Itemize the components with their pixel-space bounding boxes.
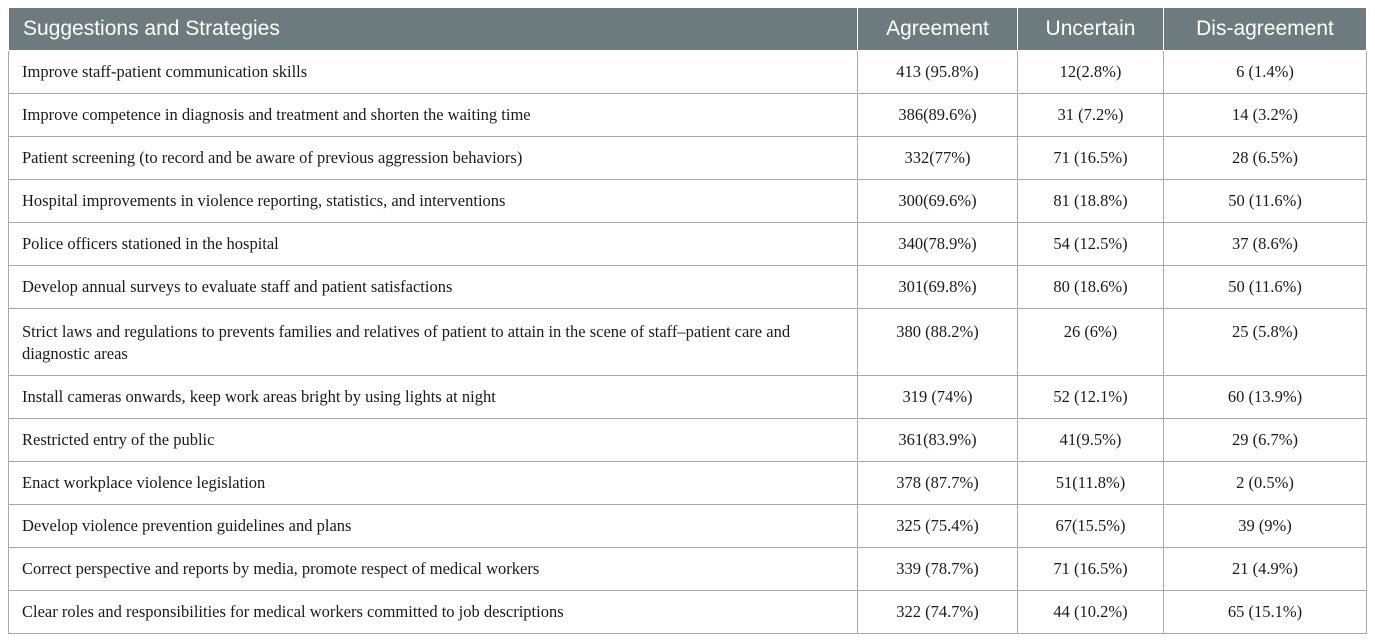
cell-agreement: 332(77%) [858,137,1018,180]
cell-uncertain: 12(2.8%) [1018,51,1164,94]
cell-strategy: Police officers stationed in the hospital [9,223,858,266]
table-row [9,309,1367,376]
cell-uncertain: 41(9.5%) [1018,419,1164,462]
table-row [9,266,1367,309]
cell-uncertain: 54 (12.5%) [1018,223,1164,266]
cell-disagreement: 65 (15.1%) [1164,591,1367,634]
table-row [9,419,1367,462]
cell-disagreement: 37 (8.6%) [1164,223,1367,266]
cell-agreement: 301(69.8%) [858,266,1018,309]
cell-disagreement: 39 (9%) [1164,505,1367,548]
cell-disagreement: 25 (5.8%) [1164,309,1367,376]
cell-disagreement: 2 (0.5%) [1164,462,1367,505]
cell-disagreement: 21 (4.9%) [1164,548,1367,591]
cell-strategy: Enact workplace violence legislation [9,462,858,505]
cell-strategy: Clear roles and responsibilities for medical workers committed to job descriptions [9,591,858,634]
cell-uncertain: 51(11.8%) [1018,462,1164,505]
table-container [8,8,1366,634]
cell-disagreement: 60 (13.9%) [1164,376,1367,419]
table-body [9,51,1367,634]
cell-strategy: Develop annual surveys to evaluate staff and patient satisfactions [9,266,858,309]
cell-uncertain: 71 (16.5%) [1018,137,1164,180]
cell-agreement: 386(89.6%) [858,94,1018,137]
table-row [9,180,1367,223]
table-row [9,376,1367,419]
header-row [9,8,1367,51]
cell-uncertain: 67(15.5%) [1018,505,1164,548]
cell-agreement: 361(83.9%) [858,419,1018,462]
cell-agreement: 340(78.9%) [858,223,1018,266]
cell-uncertain: 52 (12.1%) [1018,376,1164,419]
cell-agreement: 380 (88.2%) [858,309,1018,376]
cell-agreement: 378 (87.7%) [858,462,1018,505]
table-row [9,94,1367,137]
cell-strategy: Restricted entry of the public [9,419,858,462]
table-header [9,8,1367,51]
cell-uncertain: 71 (16.5%) [1018,548,1164,591]
cell-disagreement: 14 (3.2%) [1164,94,1367,137]
cell-uncertain: 80 (18.6%) [1018,266,1164,309]
cell-agreement: 339 (78.7%) [858,548,1018,591]
cell-disagreement: 6 (1.4%) [1164,51,1367,94]
table-row [9,505,1367,548]
cell-agreement: 300(69.6%) [858,180,1018,223]
table-row [9,137,1367,180]
cell-agreement: 319 (74%) [858,376,1018,419]
cell-uncertain: 44 (10.2%) [1018,591,1164,634]
table-row [9,51,1367,94]
cell-agreement: 325 (75.4%) [858,505,1018,548]
cell-uncertain: 81 (18.8%) [1018,180,1164,223]
table-row [9,548,1367,591]
cell-strategy: Develop violence prevention guidelines and plans [9,505,858,548]
cell-uncertain: 26 (6%) [1018,309,1164,376]
cell-strategy: Install cameras onwards, keep work areas bright by using lights at night [9,376,858,419]
table-row [9,223,1367,266]
cell-disagreement: 50 (11.6%) [1164,266,1367,309]
table-row [9,462,1367,505]
cell-agreement: 413 (95.8%) [858,51,1018,94]
header-uncertain: Uncertain [1018,8,1164,51]
table-row [9,591,1367,634]
cell-disagreement: 50 (11.6%) [1164,180,1367,223]
cell-strategy: Strict laws and regulations to prevents families and relatives of patient to attain in the scene of staff–patient care and diagnostic areas [9,309,858,376]
cell-disagreement: 29 (6.7%) [1164,419,1367,462]
cell-strategy: Improve competence in diagnosis and treatment and shorten the waiting time [9,94,858,137]
cell-disagreement: 28 (6.5%) [1164,137,1367,180]
cell-strategy: Patient screening (to record and be aware of previous aggression behaviors) [9,137,858,180]
header-suggestions: Suggestions and Strategies [9,8,858,51]
cell-uncertain: 31 (7.2%) [1018,94,1164,137]
cell-strategy: Hospital improvements in violence reporting, statistics, and interventions [9,180,858,223]
cell-strategy: Improve staff-patient communication skills [9,51,858,94]
cell-agreement: 322 (74.7%) [858,591,1018,634]
cell-strategy: Correct perspective and reports by media, promote respect of medical workers [9,548,858,591]
header-disagreement: Dis-agreement [1164,8,1367,51]
strategies-table [8,8,1367,634]
header-agreement: Agreement [858,8,1018,51]
